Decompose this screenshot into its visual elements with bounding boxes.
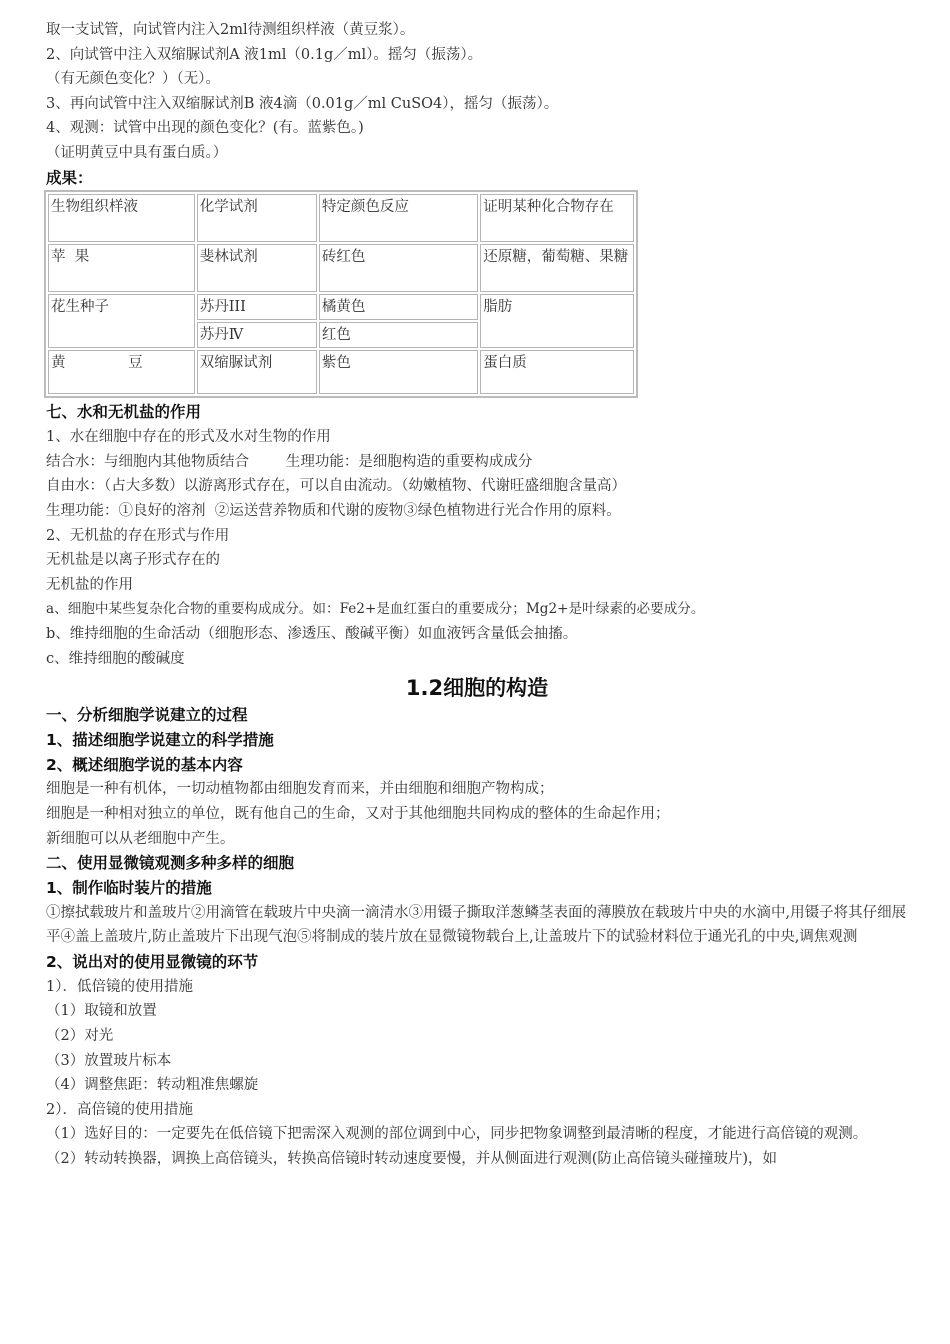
text-line: （有无颜色变化？）（无）。 [46, 71, 220, 88]
text-line: 结合水：与细胞内其他物质结合 生理功能：是细胞构造的重要构成成分 [46, 453, 533, 470]
table-cell: 斐林试剂 [197, 244, 317, 292]
results-table [44, 190, 638, 398]
table-cell: 化学试剂 [197, 194, 317, 242]
table-cell: 砖红色 [319, 244, 478, 292]
chapter-title: 1.2细胞的构造 [405, 676, 549, 701]
text-line: 2、无机盐的存在形式与作用 [46, 527, 230, 544]
subsection-heading: 1、描述细胞学说建立的科学措施 [46, 730, 274, 749]
cell-text: 豆 [128, 355, 143, 372]
section-heading: 七、水和无机盐的作用 [46, 403, 202, 422]
text-line: b、维持细胞的生命活动（细胞形态、渗透压、酸碱平衡）如血液钙含量低会抽搐。 [46, 625, 578, 642]
table-cell: 生物组织样液 [48, 194, 195, 242]
table-row [48, 294, 634, 320]
paragraph: （1）选好目的：一定要先在低倍镜下把需深入观测的部位调到中心，同步把物象调整到最清晰的程度，才能进行高倍镜的观测。 [46, 1126, 868, 1143]
text-line: 细胞是一种有机体，一切动植物都由细胞发育而来，并由细胞和细胞产物构成； [46, 781, 554, 798]
subsection-heading: 1、制作临时装片的措施 [46, 879, 212, 898]
list-item: （3）放置玻片标本 [46, 1052, 172, 1069]
table-cell [48, 350, 195, 394]
text-line: 生理功能：①良好的溶剂 ②运送营养物质和代谢的废物③绿色植物进行光合作用的原料。 [46, 502, 621, 519]
table-cell: 证明某种化合物存在 [480, 194, 634, 242]
table-cell: 橘黄色 [319, 294, 478, 320]
section-heading: 一、分析细胞学说建立的过程 [46, 706, 248, 725]
table-cell: 蛋白质 [480, 350, 634, 394]
text-line: （2）转动转换器，调换上高倍镜头，转换高倍镜时转动速度要慢，并从侧面进行观测(防止高倍镜头碰撞玻片)，如 [46, 1151, 778, 1167]
table-cell: 双缩脲试剂 [197, 350, 317, 394]
table-cell: 紫色 [319, 350, 478, 394]
subsection-heading: 2、说出对的使用显微镜的环节 [46, 953, 259, 972]
table-cell: 苹 果 [48, 244, 195, 292]
paragraph: ①擦拭载玻片和盖玻片②用滴管在载玻片中央滴一滴清水③用镊子撕取洋葱鳞茎表面的薄膜放在载玻片中央的水滴中,用镊子将其仔细展平④盖上盖玻片,防止盖玻片下出现气泡⑤将制成的装片放在显微镜物载台上,让盖玻片下的试验材料位于通光孔的中央,调焦观测 [46, 904, 907, 946]
text-line: 自由水：（占大多数）以游离形式存在，可以自由流动。（幼嫩植物、代谢旺盛细胞含量高） [46, 478, 626, 495]
table-cell: 特定颜色反应 [319, 194, 478, 242]
subsection-heading: 2、概述细胞学说的基本内容 [46, 755, 243, 774]
text-line: 细胞是一种相对独立的单位，既有他自己的生命，又对于其他细胞共同构成的整体的生命起作用； [46, 806, 670, 823]
text-line: c、维持细胞的酸碱度 [46, 650, 185, 667]
text-line: 4、观测：试管中出现的颜色变化？(有。蓝紫色。) [46, 120, 364, 137]
section-heading: 二、使用显微镜观测多种多样的细胞 [46, 854, 295, 873]
text-line: 无机盐是以离子形式存在的 [46, 552, 220, 569]
results-heading: 成果： [46, 168, 93, 187]
table-cell: 花生种子 [48, 294, 195, 348]
table-row [48, 350, 634, 394]
text-line: 1）．低倍镜的使用措施 [46, 978, 193, 995]
text-line: 1、水在细胞中存在的形式及水对生物的作用 [46, 429, 331, 446]
list-item: （2）对光 [46, 1028, 114, 1045]
text-line: a、细胞中某些复杂化合物的重要构成成分。如：Fe2+是血红蛋白的重要成分；Mg2+是叶绿素的必要成分。 [46, 601, 705, 618]
table-cell: 苏丹III [197, 294, 317, 320]
text-line: （证明黄豆中具有蛋白质。） [46, 144, 228, 161]
text-line: 2、向试管中注入双缩脲试剂A 液1ml（0.1g／ml）。摇匀（振荡）。 [46, 46, 483, 63]
document-page [46, 18, 908, 1172]
text-line: 3、再向试管中注入双缩脲试剂B 液4滴（0.01g／ml CuSO4），摇匀（振荡）。 [46, 95, 559, 112]
table-cell: 苏丹Ⅳ [197, 322, 317, 348]
text-line: 无机盐的作用 [46, 576, 133, 593]
list-item: （1）取镜和放置 [46, 1003, 157, 1020]
table-cell: 还原糖，葡萄糖、果糖 [480, 244, 634, 292]
text-line: 取一支试管，向试管内注入2ml待测组织样液（黄豆浆）。 [46, 22, 415, 38]
text-line: 新细胞可以从老细胞中产生。 [46, 830, 235, 847]
text-line: 2）．高倍镜的使用措施 [46, 1101, 193, 1118]
table-cell: 红色 [319, 322, 478, 348]
table-cell: 脂肪 [480, 294, 634, 348]
cell-text: 黄 [51, 355, 66, 372]
table-row [48, 194, 634, 242]
list-item: （4）调整焦距：转动粗准焦螺旋 [46, 1077, 259, 1094]
table-row [48, 244, 634, 292]
